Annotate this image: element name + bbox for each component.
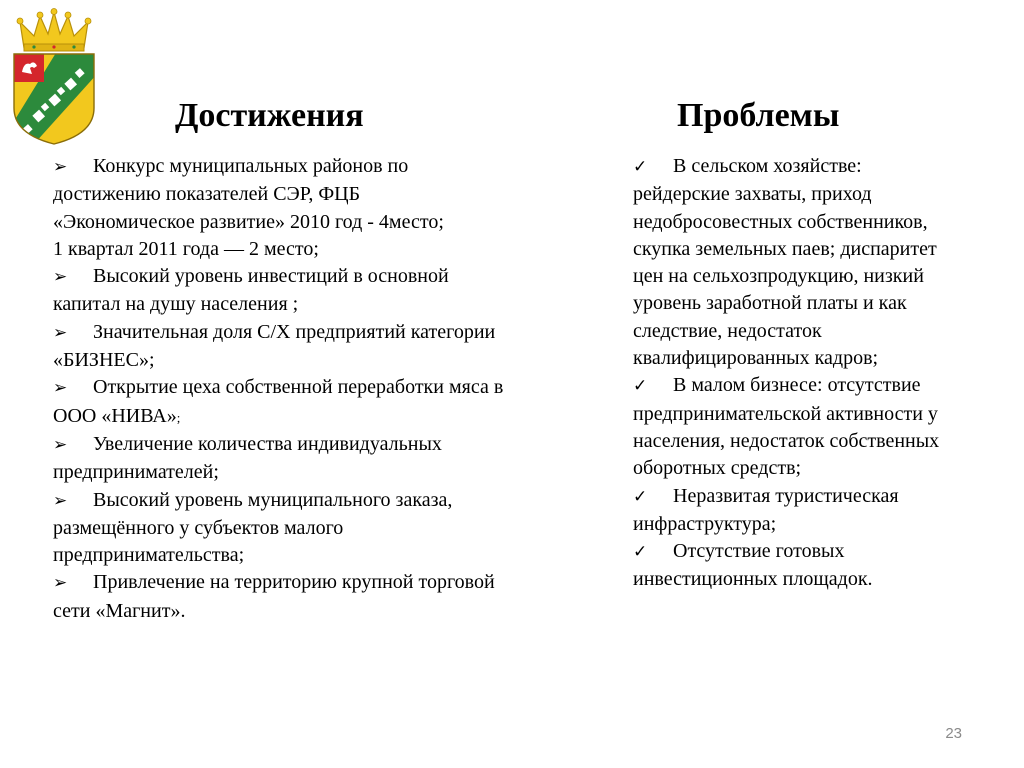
achievements-heading: Достижения <box>175 97 364 134</box>
problems-list <box>633 153 993 594</box>
checkmark-bullet-icon: ✓ <box>633 157 648 177</box>
list-item: ➢ Привлечение на территорию крупной торговой сети «Магнит». <box>53 571 495 622</box>
list-item: ✓ Отсутствие готовых инвестиционных площадок. <box>633 540 873 591</box>
list-item: ✓ В малом бизнесе: отсутствие предпринимательской активности у населения, недостаток собственных оборотных средств; <box>633 374 940 480</box>
problems-heading: Проблемы <box>677 97 840 134</box>
list-item: ✓ В сельском хозяйстве: рейдерские захваты, приход недобросовестных собственников, скупка земельных паев; диспаритет цен на сельхозпродукцию, низкий уровень заработной платы и как следствие, недостаток квалифицированных кадров; <box>633 155 937 370</box>
page-number: 23 <box>945 725 962 742</box>
checkmark-bullet-icon: ✓ <box>633 376 648 397</box>
list-item: ➢ Высокий уровень инвестиций в основной капитал на душу населения ; <box>53 265 449 316</box>
achievements-list <box>53 153 573 625</box>
coat-of-arms-icon <box>10 8 98 146</box>
list-item: ➢ Значительная доля С/Х предприятий категории «БИЗНЕС»; <box>53 320 496 372</box>
arrow-bullet-icon: ➢ <box>53 573 68 594</box>
arrow-bullet-icon: ➢ <box>53 267 68 288</box>
arrow-bullet-icon: ➢ <box>53 157 68 177</box>
list-item: ➢ Открытие цеха собственной переработки мяса в ООО «НИВА»; <box>53 376 504 427</box>
arrow-bullet-icon: ➢ <box>53 434 68 455</box>
list-item: ➢ Высокий уровень муниципального заказа, размещённого у субъектов малого предпринимательства; <box>53 488 453 567</box>
list-item: ✓ Неразвитая туристическая инфраструктура; <box>633 484 899 535</box>
list-item: ➢ Конкурс муниципальных районов по достижению показателей СЭР, ФЦБ «Экономическое развитие» 2010 год - 4место; 1 квартал 2011 года — 2 место; <box>53 155 444 260</box>
arrow-bullet-icon: ➢ <box>53 322 68 343</box>
arrow-bullet-icon: ➢ <box>53 378 68 399</box>
crown-icon <box>17 9 91 52</box>
checkmark-bullet-icon: ✓ <box>633 486 648 507</box>
arrow-bullet-icon: ➢ <box>53 490 68 511</box>
list-item: ➢ Увеличение количества индивидуальных предпринимателей; <box>53 432 442 484</box>
checkmark-bullet-icon: ✓ <box>633 542 648 563</box>
